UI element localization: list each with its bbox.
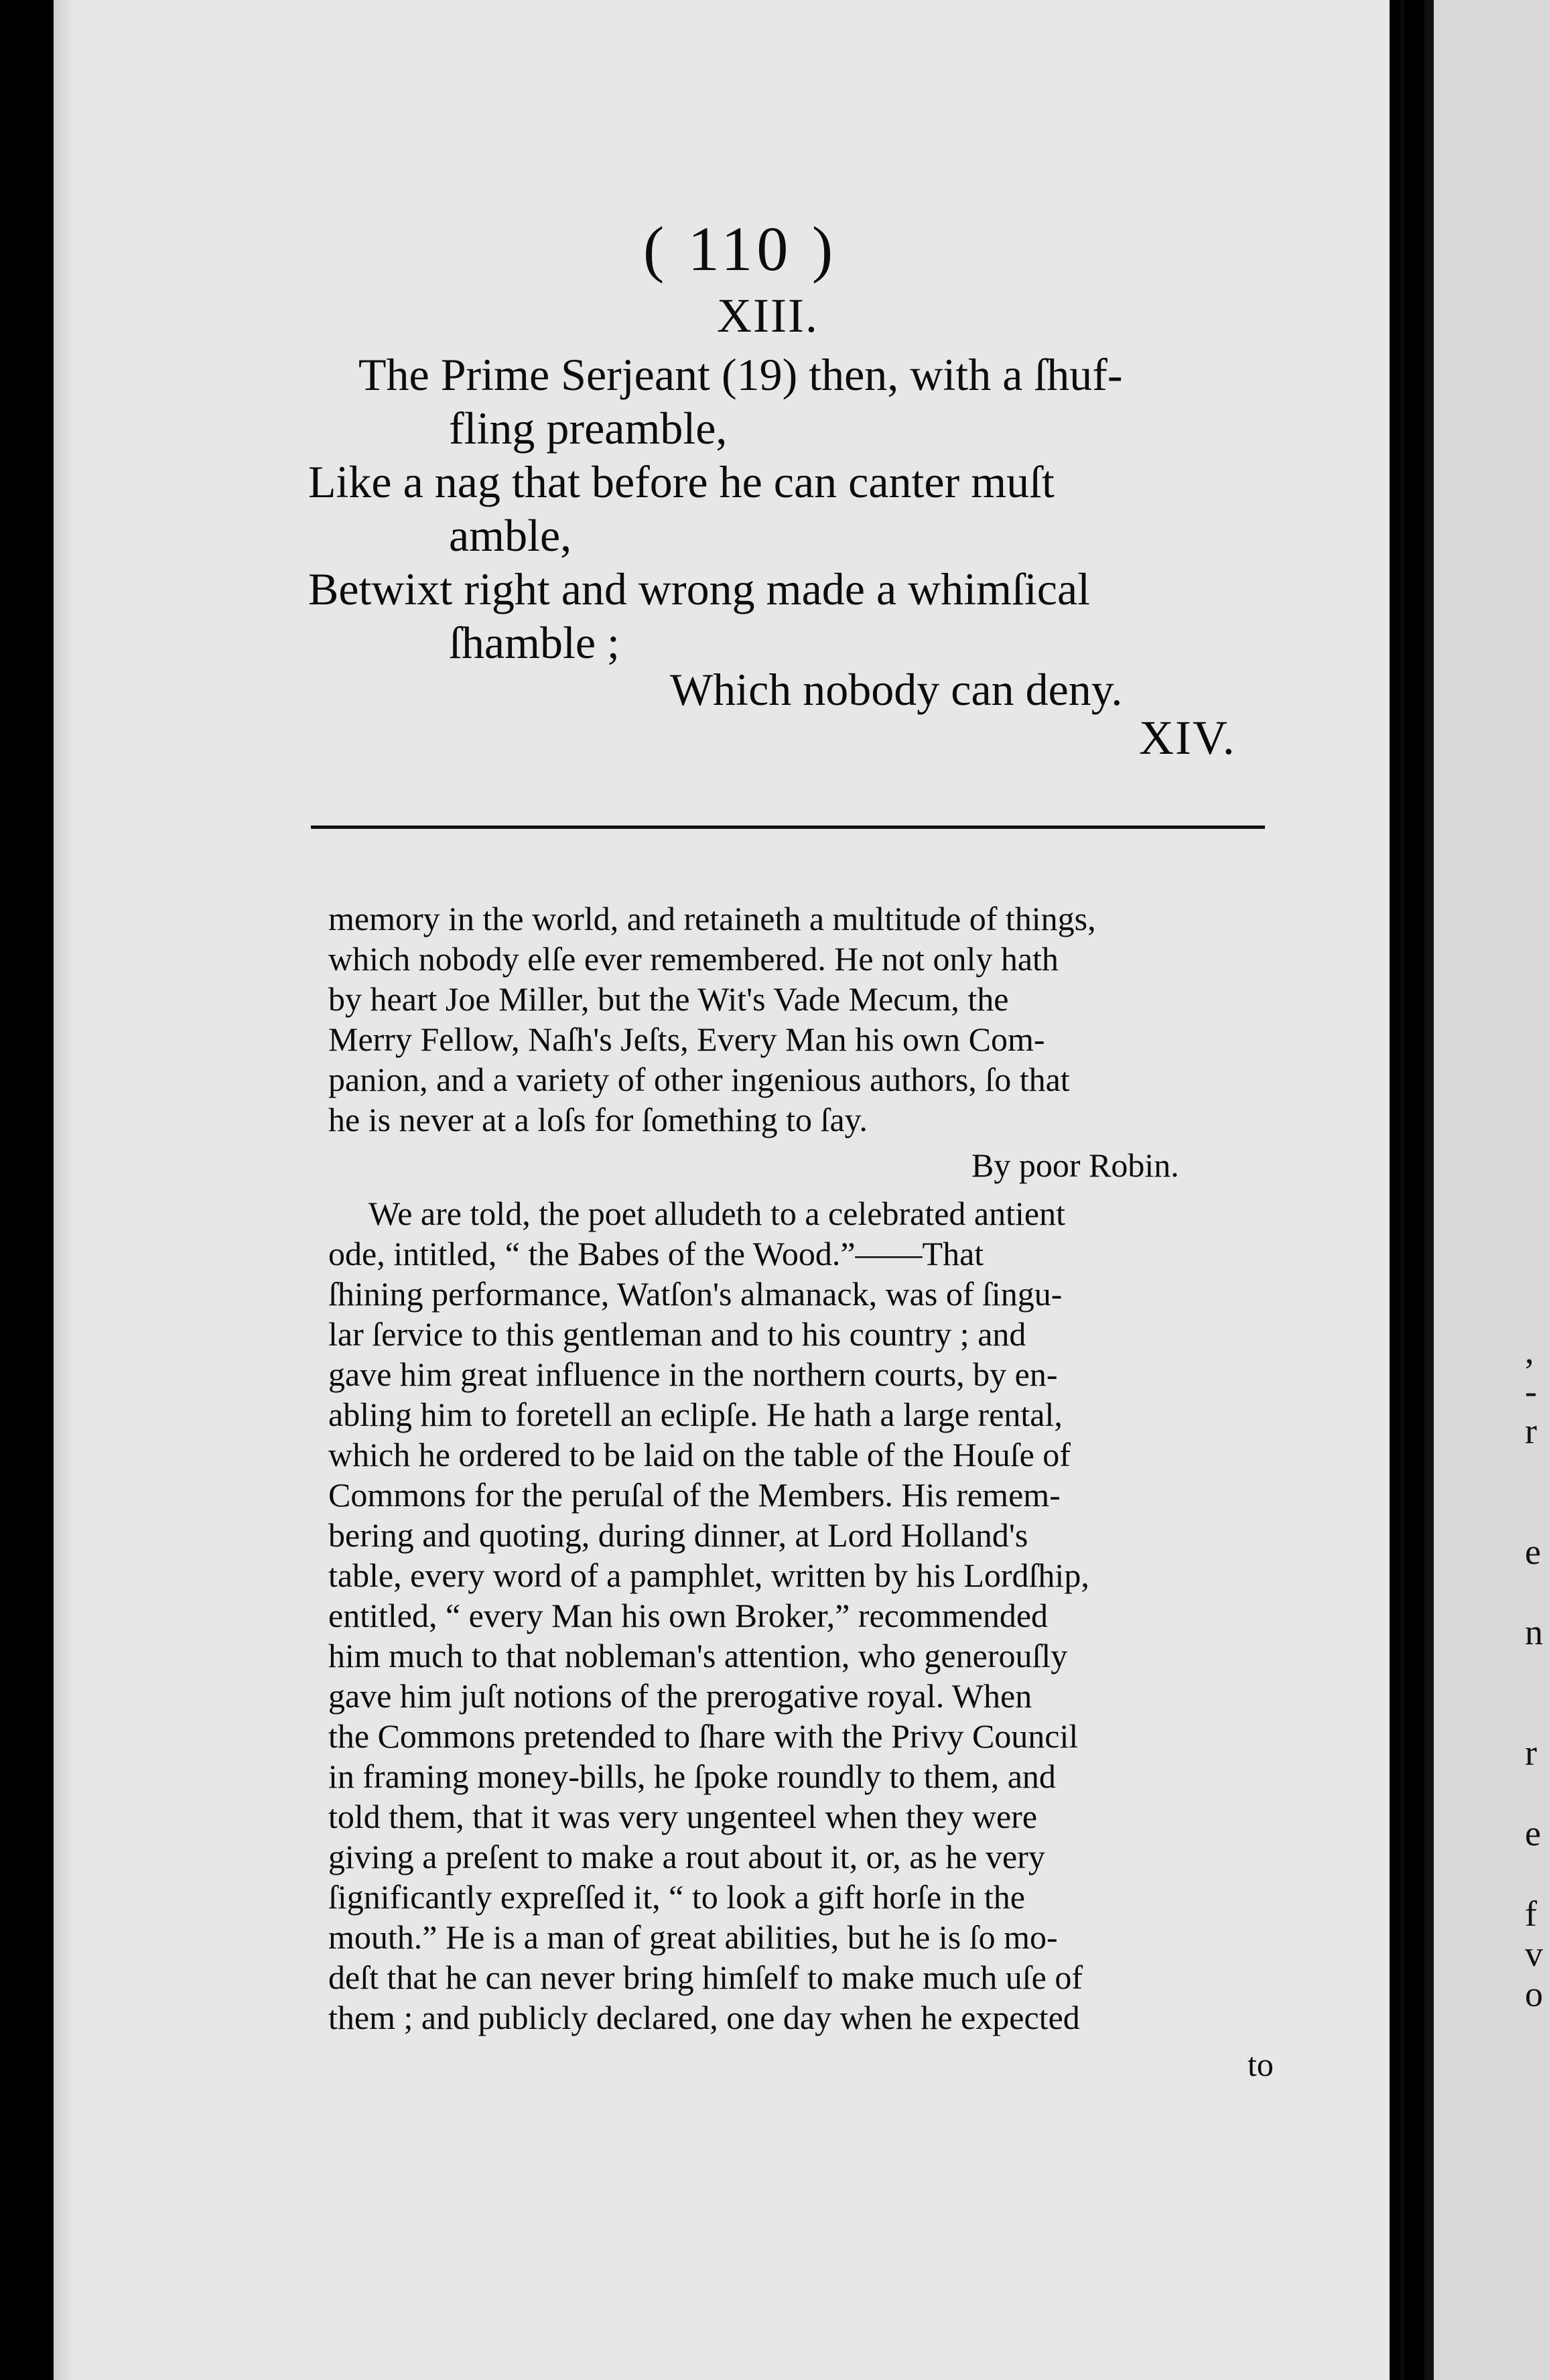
footnote-line: told them, that it was very ungenteel when they were (328, 1798, 1038, 1835)
footnote-signature: By poor Robin. (971, 1146, 1179, 1184)
verse-line: amble, (449, 510, 572, 561)
catchword: to (1248, 2046, 1274, 2083)
facing-page-glyph: e (1525, 1532, 1541, 1572)
verse-line: ſhamble ; (449, 617, 620, 668)
verse-line: The Prime Serjeant (19) then, with a ſhuf- (358, 349, 1123, 400)
facing-page-edge (1424, 0, 1549, 2380)
footnote-line: panion, and a variety of other ingenious authors, ſo that (328, 1061, 1070, 1098)
footnote-line: in framing money-bills, he ſpoke roundly to them, and (328, 1758, 1056, 1795)
footnote-line: entitled, “ every Man his own Broker,” recommended (328, 1597, 1049, 1634)
facing-page-border (1424, 0, 1434, 2380)
footnote-line: gave him great influence in the northern courts, by en- (328, 1356, 1058, 1393)
footnote-line: ſignificantly expreſſed it, “ to look a gift horſe in the (328, 1878, 1025, 1916)
verse-refrain: Which nobody can deny. (670, 664, 1123, 715)
facing-page-glyph: - (1525, 1371, 1537, 1411)
footnote-line: Merry Fellow, Naſh's Jeſts, Every Man his own Com- (328, 1020, 1045, 1058)
facing-page-glyph: v (1525, 1934, 1543, 1974)
binding-shadow (54, 0, 74, 2380)
footnote-line: ode, intitled, “ the Babes of the Wood.”——That (328, 1235, 984, 1272)
footnote-line: Commons for the peruſal of the Members. His remem- (328, 1476, 1061, 1514)
next-stanza-heading: XIV. (1139, 711, 1236, 765)
facing-page-glyph: o (1525, 1974, 1543, 2014)
footnote-line: he is never at a loſs for ſomething to ſay. (328, 1101, 868, 1138)
facing-page-glyph: f (1525, 1894, 1537, 1934)
footnote-line: abling him to foretell an eclipſe. He hath a large rental, (328, 1396, 1063, 1433)
gutter-line (1400, 0, 1404, 2380)
footnote-line: lar ſervice to this gentleman and to his country ; and (328, 1315, 1026, 1353)
footnote-rule (311, 825, 1265, 829)
footnote-line: mouth.” He is a man of great abilities, but he is ſo mo- (328, 1918, 1058, 1956)
footnote-line: We are told, the poet alludeth to a celebrated antient (368, 1195, 1065, 1232)
verse-line: Like a nag that before he can canter muſt (308, 456, 1055, 507)
facing-page-glyph: n (1525, 1612, 1543, 1652)
page-number: ( 110 ) (643, 214, 837, 284)
facing-page-glyph: r (1525, 1411, 1537, 1451)
stanza-heading: XIII. (717, 289, 819, 342)
facing-page-glyph: r (1525, 1733, 1537, 1773)
footnote-line: table, every word of a pamphlet, written by his Lordſhip, (328, 1557, 1089, 1594)
footnote-line: deſt that he can never bring himſelf to make much uſe of (328, 1959, 1083, 1996)
footnote-line: him much to that nobleman's attention, who generouſly (328, 1637, 1068, 1674)
facing-page-glyph: , (1525, 1331, 1534, 1371)
footnote-line: them ; and publicly declared, one day when he expected (328, 1999, 1080, 2036)
footnote-line: bering and quoting, during dinner, at Lord Holland's (328, 1516, 1028, 1554)
footnote-line: ſhining performance, Watſon's almanack, was of ſingu- (328, 1275, 1063, 1313)
footnote-line: the Commons pretended to ſhare with the Privy Council (328, 1717, 1079, 1755)
facing-page-glyph: e (1525, 1813, 1541, 1853)
footnote-line: giving a preſent to make a rout about it, or, as he very (328, 1838, 1045, 1875)
verse-line: Betwixt right and wrong made a whimſical (308, 564, 1091, 614)
footnote-line: which he ordered to be laid on the table of the Houſe of (328, 1436, 1071, 1473)
footnote-line: gave him juſt notions of the prerogative royal. When (328, 1677, 1032, 1715)
verse-line: fling preamble, (449, 403, 728, 454)
footnote-line: by heart Joe Miller, but the Wit's Vade Mecum, the (328, 980, 1009, 1018)
footnote-line: memory in the world, and retaineth a multitude of things, (328, 900, 1096, 937)
footnote-line: which nobody elſe ever remembered. He not only hath (328, 940, 1059, 978)
